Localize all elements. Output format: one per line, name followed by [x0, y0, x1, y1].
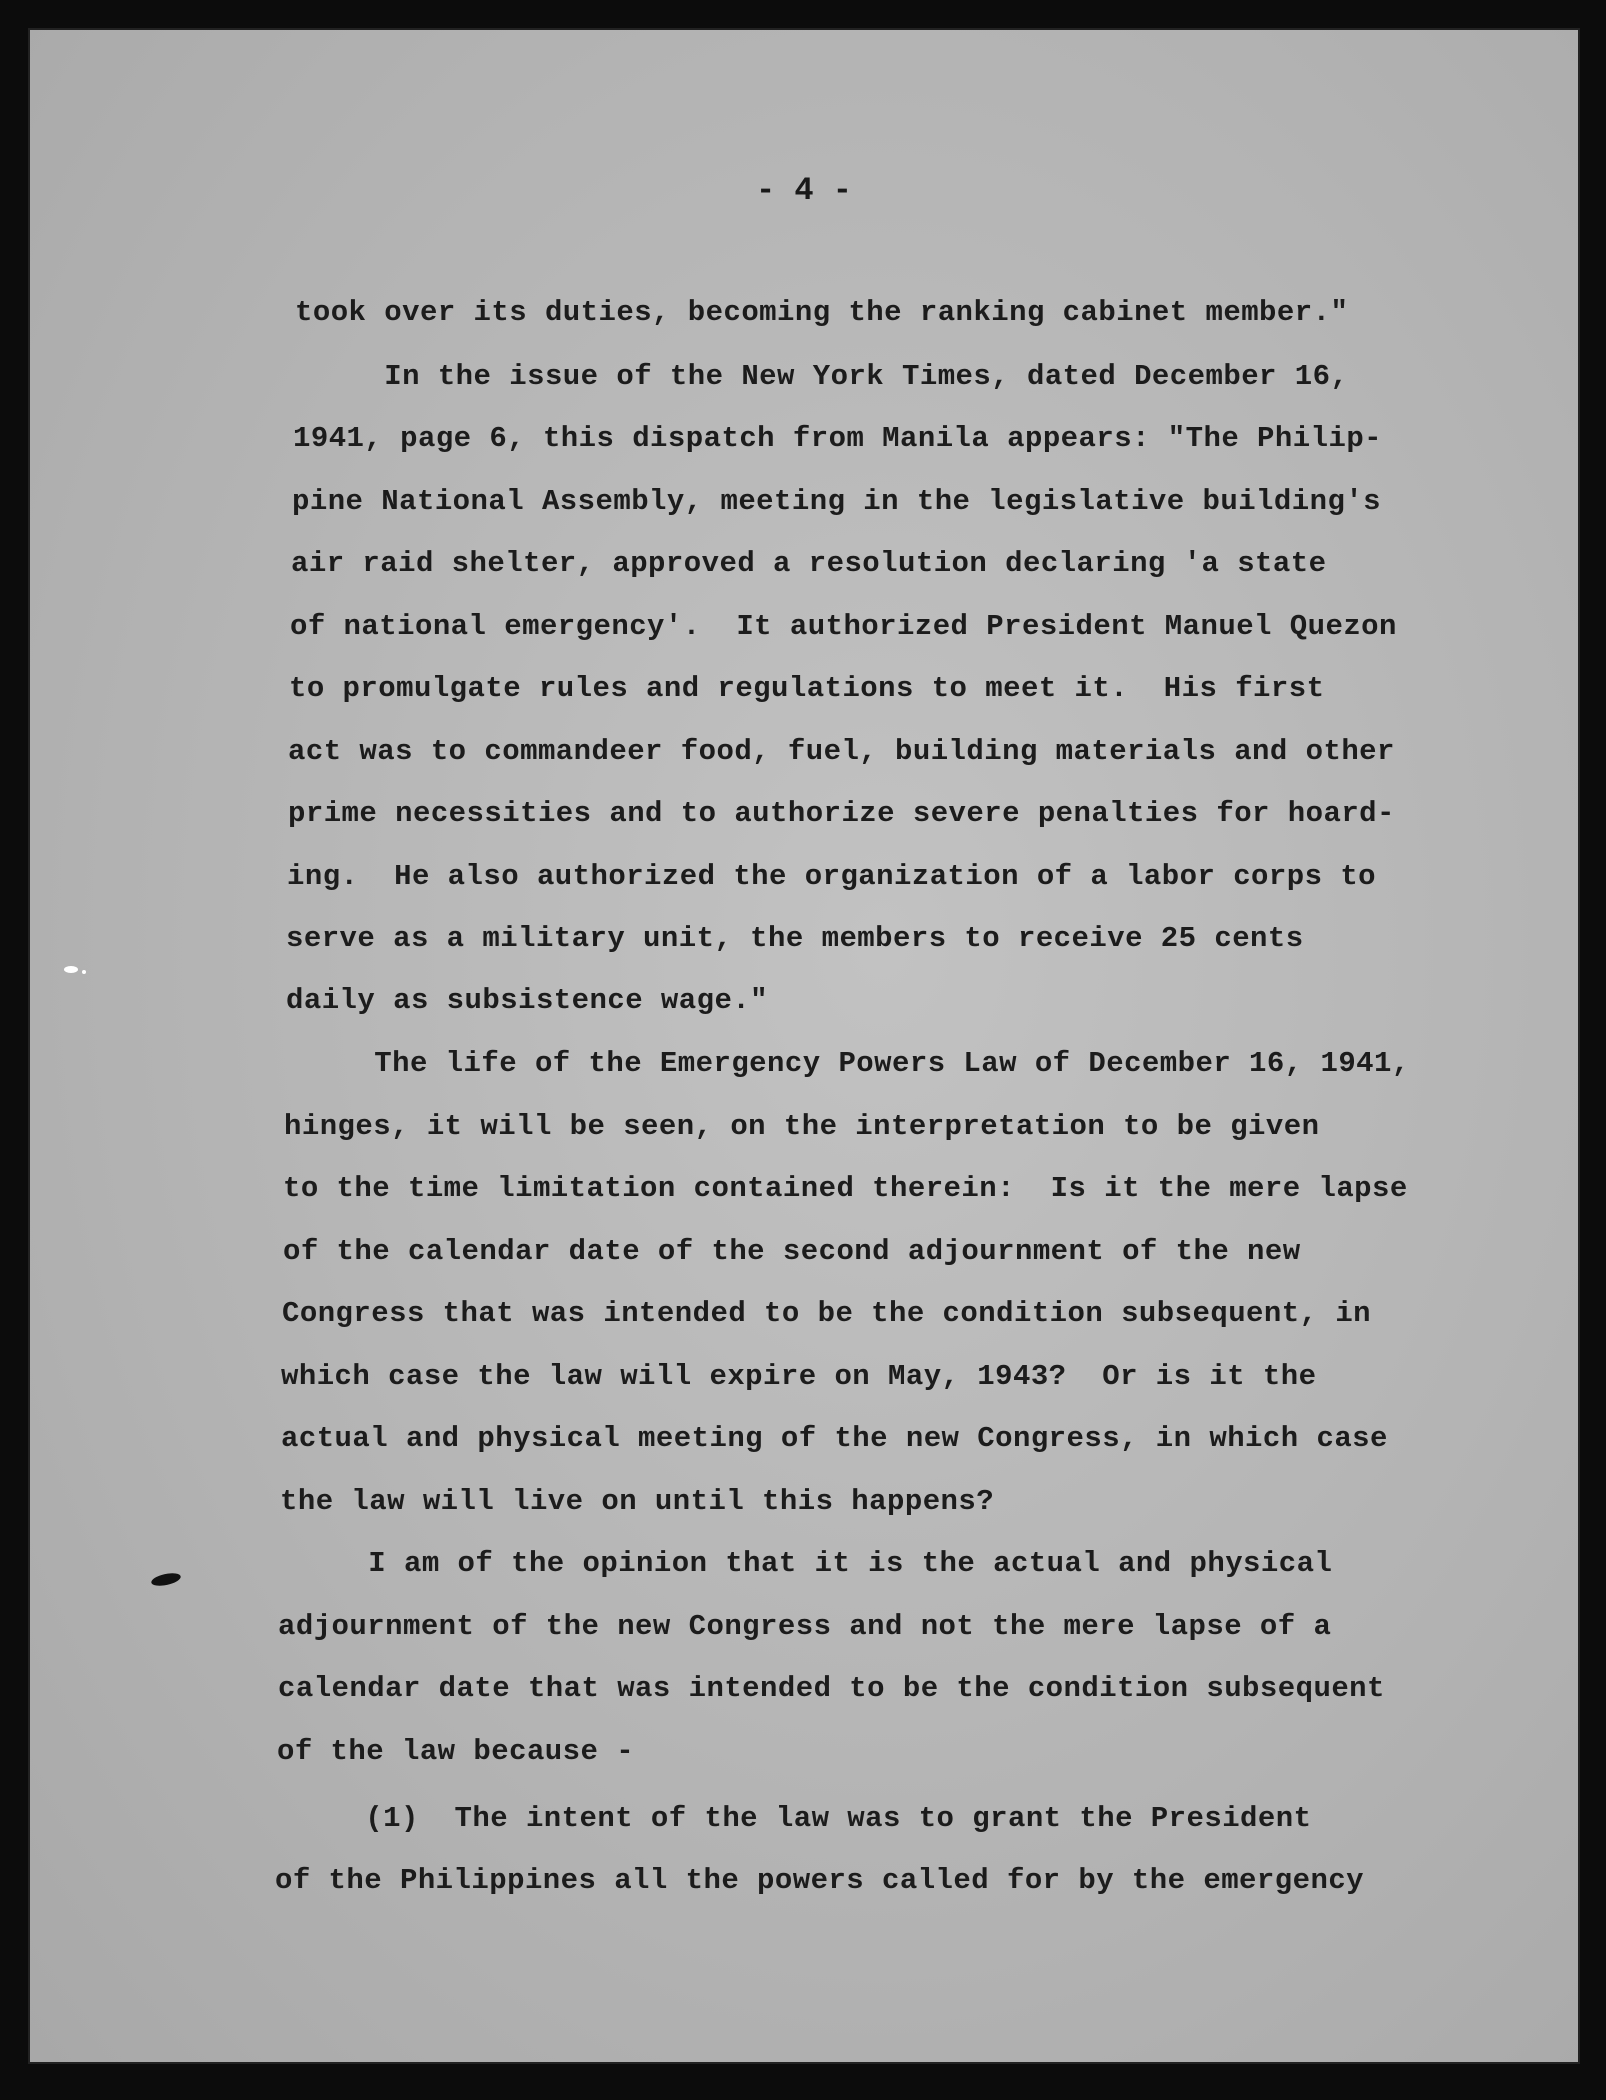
ink-mark [150, 1571, 182, 1588]
text-line-14: hinges, it will be seen, on the interpretation to be given [284, 1110, 1320, 1143]
text-line-25: (1) The intent of the law was to grant the President [276, 1802, 1312, 1835]
text-line-19: actual and physical meeting of the new Congress, in which case [281, 1422, 1388, 1455]
text-line-21: I am of the opinion that it is the actual and physical [279, 1547, 1333, 1580]
text-line-4: pine National Assembly, meeting in the legislative building's [292, 485, 1382, 518]
text-line-2: In the issue of the New York Times, dated December 16, [295, 360, 1349, 393]
text-line-11: serve as a military unit, the members to receive 25 cents [286, 922, 1304, 955]
text-line-1: took over its duties, becoming the ranking cabinet member." [295, 296, 1349, 329]
paper-speck [64, 966, 78, 973]
text-line-26: of the Philippines all the powers called for by the emergency [275, 1864, 1365, 1897]
text-line-24: of the law because - [277, 1735, 635, 1768]
text-line-7: to promulgate rules and regulations to meet it. His first [289, 672, 1325, 705]
text-line-6: of national emergency'. It authorized President Manuel Quezon [290, 610, 1397, 643]
text-line-13: The life of the Emergency Powers Law of December 16, 1941, [285, 1047, 1410, 1080]
text-line-10: ing. He also authorized the organization of a labor corps to [287, 860, 1377, 893]
text-line-9: prime necessities and to authorize severe penalties for hoard- [288, 797, 1395, 830]
text-line-22: adjournment of the new Congress and not the mere lapse of a [278, 1610, 1332, 1643]
text-line-17: Congress that was intended to be the condition subsequent, in [282, 1297, 1372, 1330]
text-line-16: of the calendar date of the second adjournment of the new [283, 1235, 1301, 1268]
text-line-15: to the time limitation contained therein: Is it the mere lapse [283, 1172, 1408, 1205]
text-line-3: 1941, page 6, this dispatch from Manila appears: "The Philip- [293, 422, 1383, 455]
text-line-18: which case the law will expire on May, 1943? Or is it the [281, 1360, 1317, 1393]
text-line-12: daily as subsistence wage." [286, 984, 769, 1017]
text-line-20: the law will live on until this happens? [280, 1485, 995, 1518]
text-line-5: air raid shelter, approved a resolution declaring 'a state [291, 547, 1327, 580]
page-number: - 4 - [755, 172, 852, 209]
text-line-8: act was to commandeer food, fuel, building materials and other [288, 735, 1395, 768]
document-page [30, 30, 1578, 2062]
text-line-23: calendar date that was intended to be the condition subsequent [278, 1672, 1385, 1705]
paper-speck [82, 970, 86, 974]
